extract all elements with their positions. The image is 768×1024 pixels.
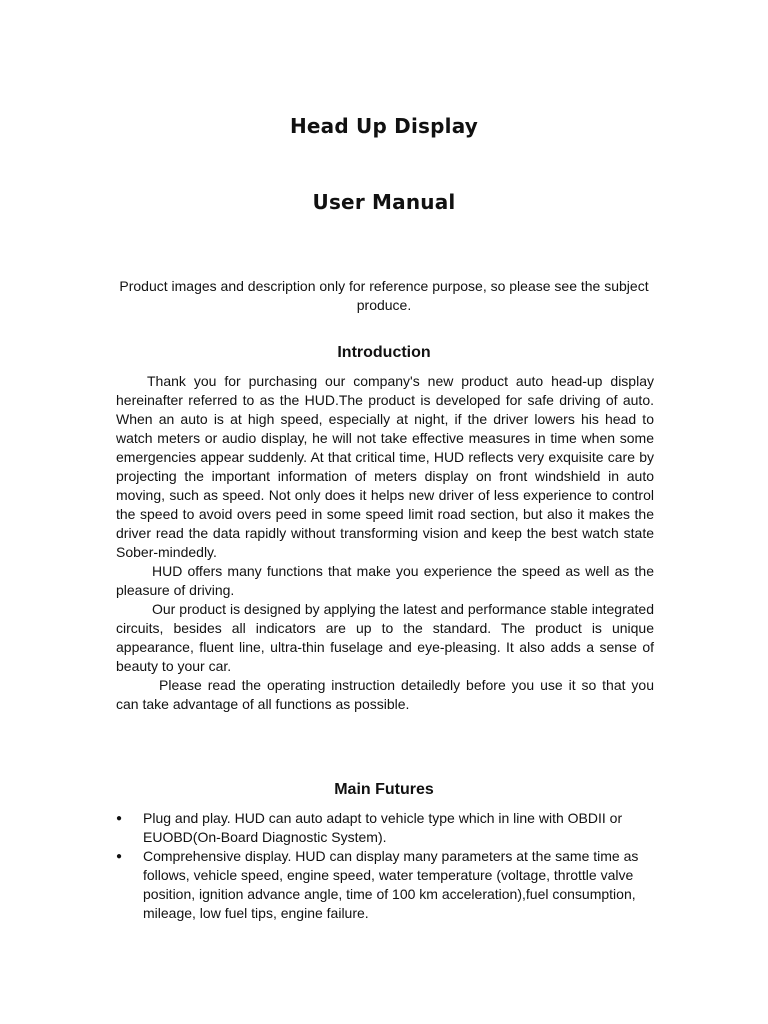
document-subtitle: User Manual xyxy=(312,190,456,214)
introduction-paragraph: Thank you for purchasing our company's new product auto head-up display hereinafter referred to as the HUD.The product is developed for safe driving of auto. When an auto is at high speed, especially at night, if the driver lowers his head to watch meters or audio display, he will not take effective measures in time when some emergencies appear suddenly. At that critical time, HUD reflects very exquisite care by projecting the important information of meters display on front windshield in auto moving, such as speed. Not only does it helps new driver of less experience to control the speed to avoid overs peed in some speed limit road section, but also it makes the driver read the data rapidly without transforming vision and keep the best watch state Sober-mindedly. xyxy=(116,373,654,560)
bullet-icon: ● xyxy=(116,851,123,862)
introduction-paragraph: Please read the operating instruction detailedly before you use it so that you can take advantage of all functions as possible. xyxy=(116,677,654,712)
document-title: Head Up Display xyxy=(289,114,479,138)
disclaimer-text: Product images and description only for reference purpose, so please see the subject produce. xyxy=(119,278,649,313)
main-features-heading: Main Futures xyxy=(334,781,434,798)
main-features-list xyxy=(116,809,654,923)
list-item xyxy=(116,809,654,847)
feature-text: Plug and play. HUD can auto adapt to vehicle type which in line with OBDII or EUOBD(On-Board Diagnostic System). xyxy=(143,810,623,845)
bullet-icon: ● xyxy=(116,813,123,824)
introduction-heading: Introduction xyxy=(337,344,431,361)
list-item xyxy=(116,847,654,923)
introduction-paragraph: HUD offers many functions that make you experience the speed as well as the pleasure of driving. xyxy=(116,563,654,598)
feature-text: Comprehensive display. HUD can display many parameters at the same time as follows, vehicle speed, engine speed, water temperature (voltage, throttle valve position, ignition advance angle, time of 100 km acceleration),fuel consumption, mileage, low fuel tips, engine failure. xyxy=(143,848,639,921)
introduction-paragraph: Our product is designed by applying the latest and performance stable integrated circuits, besides all indicators are up to the standard. The product is unique appearance, fluent line, ultra-thin fuselage and eye-pleasing. It also adds a sense of beauty to your car. xyxy=(116,601,654,674)
introduction-body xyxy=(116,372,654,714)
